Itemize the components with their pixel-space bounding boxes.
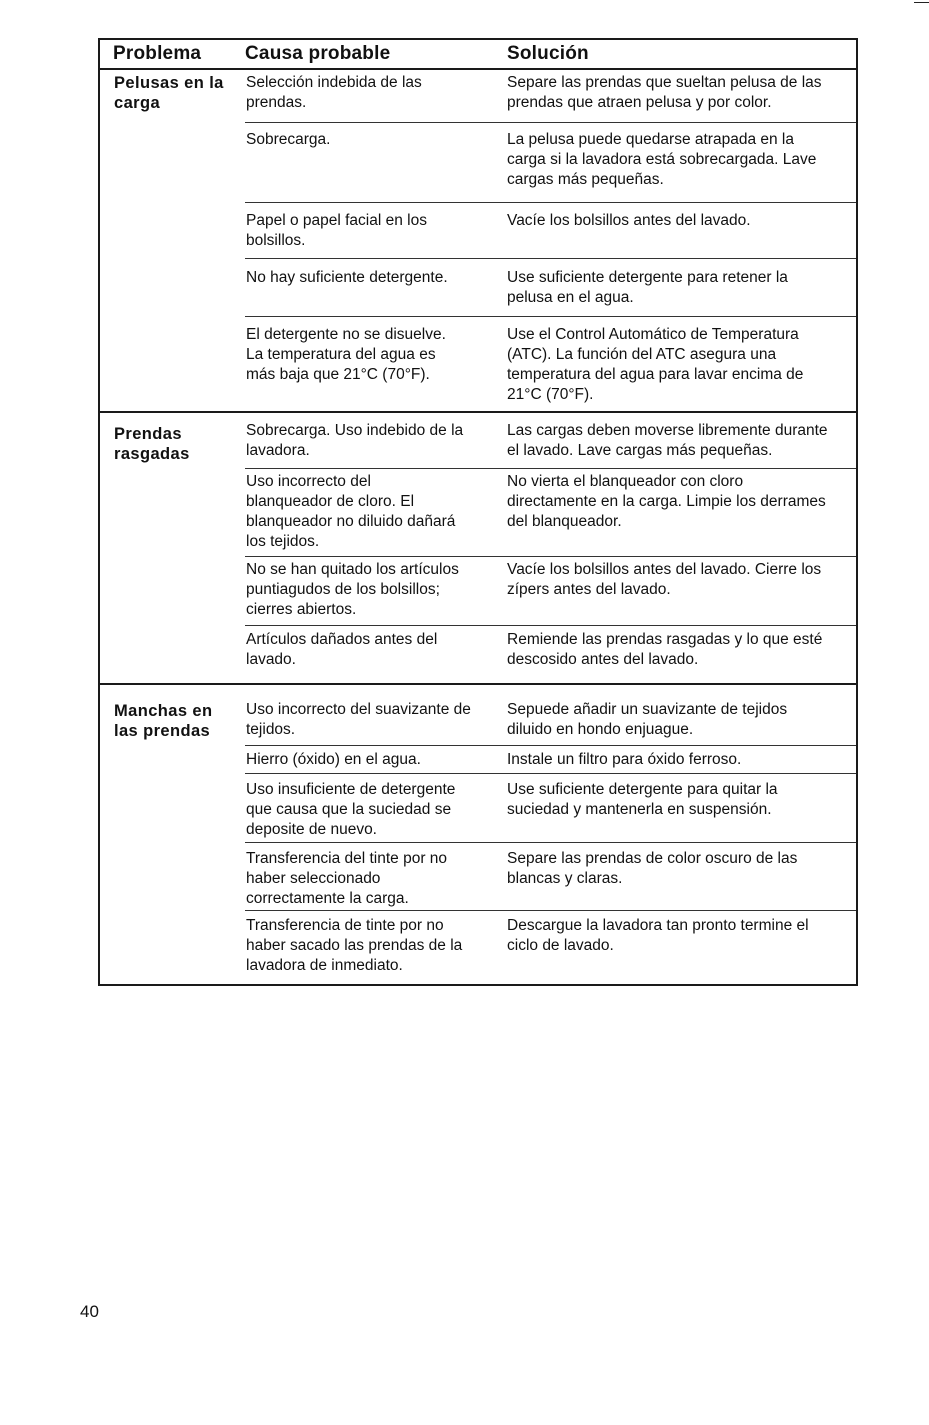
corner-rule (914, 2, 929, 3)
row-divider (245, 258, 856, 259)
solution-cell: Vacíe los bolsillos antes del lavado. Cierre los zípers antes del lavado. (507, 561, 822, 598)
solution-cell: La pelusa puede quedarse atrapada en la carga si la lavadora está sobrecargada. Lave cargas más pequeñas. (507, 131, 817, 188)
row-divider (245, 468, 856, 469)
problem-lint: Pelusas en la carga (114, 74, 224, 112)
page-number: 40 (80, 1302, 99, 1321)
cause-cell: Hierro (óxido) en el agua. (246, 751, 421, 768)
cause-cell: Uso incorrecto del suavizante de tejidos. (246, 701, 471, 738)
solution-cell: Use suficiente detergente para retener la pelusa en el agua. (507, 269, 788, 306)
solution-cell: No vierta el blanqueador con cloro directamente en la carga. Limpie los derrames del blanqueador. (507, 473, 826, 530)
cause-cell: Transferencia de tinte por no haber sacado las prendas de la lavadora de inmediato. (246, 917, 463, 974)
solution-cell: Use el Control Automático de Temperatura (ATC). La función del ATC asegura una temperatura del agua para lavar encima de 21°C (70°F). (507, 326, 804, 403)
cause-cell: Artículos dañados antes del lavado. (246, 631, 438, 668)
solution-cell: Sepuede añadir un suavizante de tejidos diluido en hondo enjuague. (507, 701, 788, 738)
solution-cell: Separe las prendas de color oscuro de las blancas y claras. (507, 850, 798, 887)
cause-cell: Uso insuficiente de detergente que causa que la suciedad se deposite de nuevo. (246, 781, 456, 838)
row-divider (245, 202, 856, 203)
row-divider (245, 122, 856, 123)
cause-cell: No se han quitado los artículos puntiagudos de los bolsillos; cierres abiertos. (246, 561, 459, 618)
cause-cell: Transferencia del tinte por no haber seleccionado correctamente la carga. (246, 850, 448, 907)
section-divider (100, 683, 856, 685)
troubleshooting-table (98, 38, 858, 986)
solution-cell: Instale un filtro para óxido ferroso. (507, 751, 742, 768)
cause-cell: No hay suficiente detergente. (246, 269, 448, 286)
problem-stains: Manchas en las prendas (114, 702, 213, 740)
row-divider (245, 842, 856, 843)
row-divider (245, 556, 856, 557)
cause-cell: El detergente no se disuelve. La temperatura del agua es más baja que 21°C (70°F). (246, 326, 446, 383)
header-problem: Problema (113, 43, 202, 64)
problem-torn-garments: Prendas rasgadas (114, 425, 190, 463)
row-divider (245, 773, 856, 774)
cause-cell: Sobrecarga. (246, 131, 331, 148)
solution-cell: Use suficiente detergente para quitar la suciedad y mantenerla en suspensión. (507, 781, 778, 818)
solution-cell: Descargue la lavadora tan pronto termine el ciclo de lavado. (507, 917, 809, 954)
section-divider (100, 411, 856, 413)
solution-cell: Separe las prendas que sueltan pelusa de las prendas que atraen pelusa y por color. (507, 74, 822, 111)
row-divider (245, 316, 856, 317)
solution-cell: Remiende las prendas rasgadas y lo que esté descosido antes del lavado. (507, 631, 823, 668)
cause-cell: Papel o papel facial en los bolsillos. (246, 212, 427, 249)
row-divider (245, 910, 856, 911)
solution-cell: Vacíe los bolsillos antes del lavado. (507, 212, 751, 229)
row-divider (245, 625, 856, 626)
table-header (100, 40, 856, 70)
cause-cell: Uso incorrecto del blanqueador de cloro. El blanqueador no diluido dañará los tejidos. (246, 473, 456, 550)
header-cause: Causa probable (245, 43, 391, 64)
row-divider (245, 745, 856, 746)
cause-cell: Selección indebida de las prendas. (246, 74, 422, 111)
header-solution: Solución (507, 43, 589, 64)
solution-cell: Las cargas deben moverse libremente durante el lavado. Lave cargas más pequeñas. (507, 422, 828, 459)
cause-cell: Sobrecarga. Uso indebido de la lavadora. (246, 422, 464, 459)
